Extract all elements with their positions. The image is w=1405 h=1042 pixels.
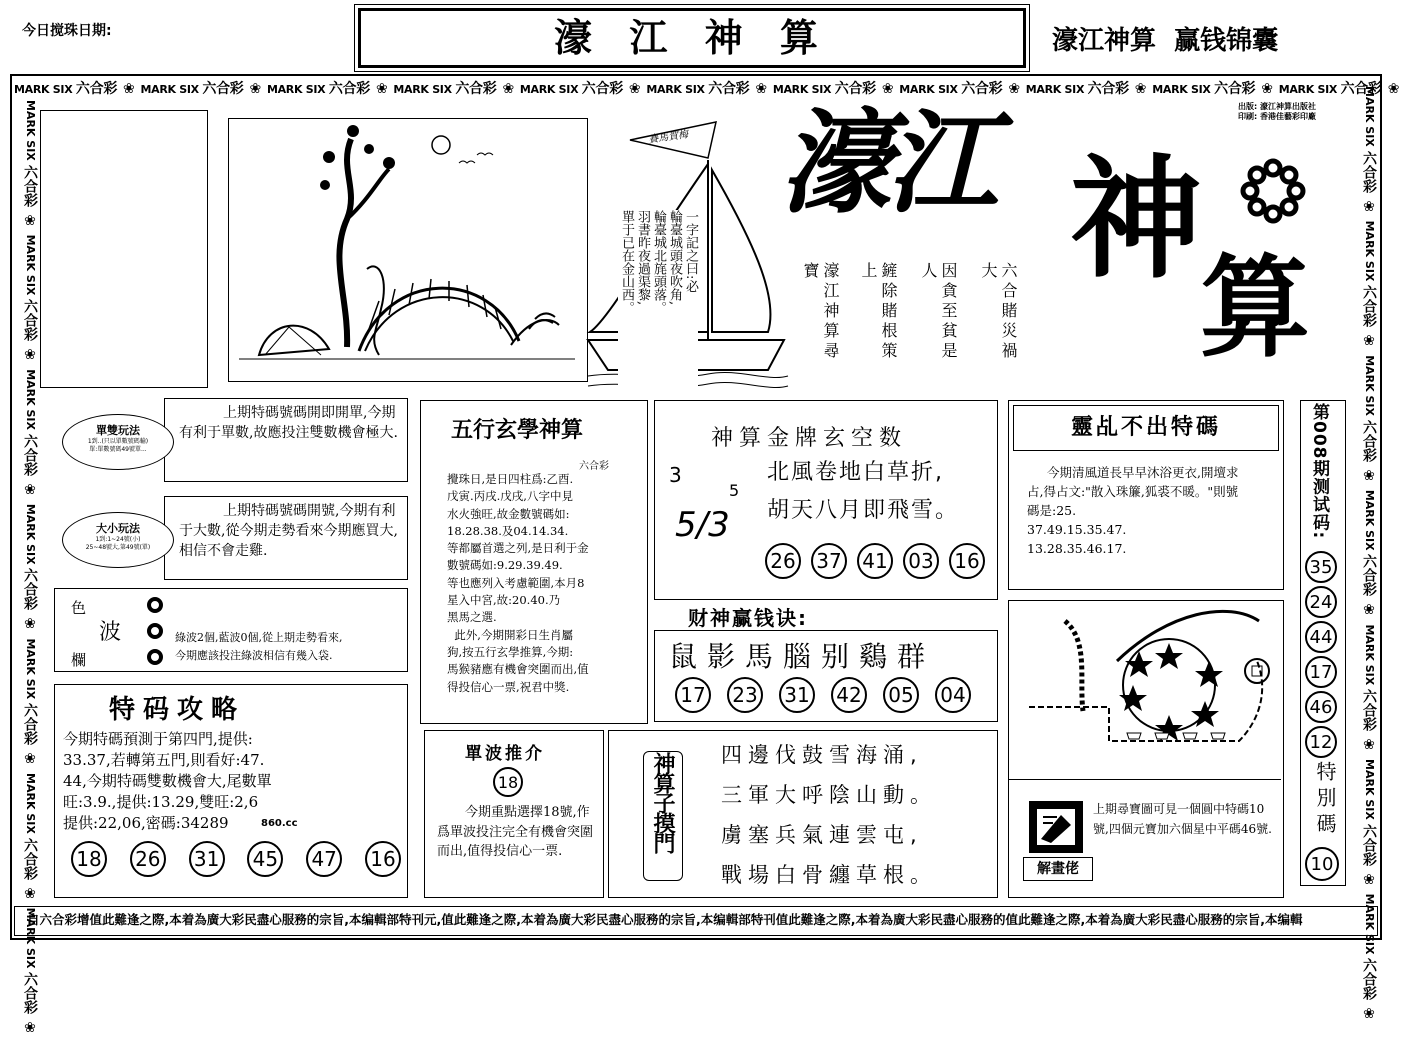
tema-text: 今期特碼預測于第四門,提供: 33.37,若轉第五門,則看好:47. 44,今期特碼雙數機會大,尾數單 旺:3.9.,提供:13.29,雙旺:2,6 提供:22,06,密碼:34289 <box>63 730 272 832</box>
strip-cn-text: 六合彩 <box>22 164 38 207</box>
title-shen: 神 <box>1070 142 1202 297</box>
flower-icon: ❀ <box>375 81 388 97</box>
treasure-map <box>1009 601 1281 777</box>
jinpai-title: 神算金牌玄空数 <box>711 426 908 451</box>
strip-en-text: MARK SIX <box>1025 83 1088 96</box>
strip-en-text: MARK SIX <box>24 369 37 434</box>
strip-en-text: MARK SIX <box>24 773 37 838</box>
strip-cn-text: 六合彩 <box>22 433 38 476</box>
strip-en-text: MARK SIX <box>646 83 709 96</box>
strip-en-text: MARK SIX <box>1363 220 1376 286</box>
strip-en-text: MARK SIX <box>24 234 37 300</box>
strip-cn-text: 六合彩 <box>22 299 38 342</box>
caishen-ball: 04 <box>935 677 971 713</box>
strip-cn-text: 六合彩 <box>202 81 244 97</box>
flower-icon: ❀ <box>1361 1006 1377 1023</box>
strip-en-text: MARK SIX <box>140 83 203 96</box>
danbo-panel <box>424 730 604 898</box>
danshuang-badge-title: 單雙玩法 <box>96 424 140 437</box>
jinpai-balls <box>765 543 985 579</box>
caishen-balls <box>675 677 971 713</box>
wuxing-tag: 六合彩 <box>579 461 609 472</box>
daxiao-text: 上期特碼號碼開號,今期有利于大數,從今期走勢看來今期應買大,相信不會走雞. <box>179 503 398 559</box>
boat-poem: 一字記之曰:必 輪臺城頭夜吹角, 輪臺城北旄頭落。 羽書昨夜過渠黎, 單于已在金山西。 <box>618 210 698 410</box>
daxiao-badge <box>62 512 174 568</box>
sebo-dot-2 <box>147 623 163 639</box>
strip-en-text: MARK SIX <box>1363 489 1376 555</box>
flower-icon: ❀ <box>22 751 38 768</box>
strip-cn-text: 六合彩 <box>1361 689 1377 732</box>
border-strip-right <box>1351 86 1379 1023</box>
column-poem-line: 六合賭災禍大 <box>979 262 1018 362</box>
strip-cn-text: 六合彩 <box>22 837 38 880</box>
sidebar-ball: 35 <box>1305 551 1337 583</box>
jinpai-ball: 41 <box>857 543 893 579</box>
strip-cn-text: 六合彩 <box>1214 81 1256 97</box>
border-strip-left <box>12 100 40 1037</box>
danshuang-badge <box>62 414 174 470</box>
strip-en-text: MARK SIX <box>1363 86 1376 151</box>
treasure-label: 解畫佬 <box>1023 857 1093 881</box>
strip-cn-text: 六合彩 <box>1361 823 1377 866</box>
sidebar-label: 特別碼 <box>1313 761 1337 839</box>
jinpai-poem2: 胡天八月即飛雪。 <box>767 498 960 523</box>
flower-icon: ❀ <box>22 212 38 229</box>
strip-cn-text: 六合彩 <box>1361 150 1377 193</box>
footer-bar <box>14 906 1378 936</box>
bridge-illustration <box>228 118 588 382</box>
flower-icon: ❀ <box>1361 871 1377 888</box>
zizhai-lines <box>721 735 937 895</box>
tema-ball: 47 <box>306 841 342 877</box>
jinpai-ball: 16 <box>949 543 985 579</box>
flower-icon: ❀ <box>123 81 135 97</box>
flower-icon: ❀ <box>755 81 767 97</box>
sidebar-ball: 44 <box>1305 621 1337 653</box>
strip-en-text: MARK SIX <box>24 907 37 973</box>
jinpai-poem1: 北風卷地白草折, <box>767 460 944 485</box>
flower-icon: ❀ <box>1134 81 1147 97</box>
bridge-art <box>229 119 585 379</box>
blank-panel <box>40 110 208 388</box>
danshuang-badge-sub: 1到..(只以單數號碼輸) 單:單數號碼49號單... <box>87 438 149 453</box>
zizhai-line: 虜塞兵氣連雲屯, <box>721 823 923 847</box>
flower-icon: ❀ <box>1008 81 1020 97</box>
tema-site: 860.cc <box>261 818 298 829</box>
sidebar-panel <box>1300 400 1346 886</box>
flower-icon: ❀ <box>1361 333 1377 350</box>
flower-icon: ❀ <box>22 481 38 498</box>
sidebar-period: 第008期测试码: <box>1309 403 1329 540</box>
strip-cn-text: 六合彩 <box>708 81 750 97</box>
jinpai-ball: 03 <box>903 543 939 579</box>
sebo-panel <box>54 588 408 672</box>
zizhai-line: 戰場白骨纏草根。 <box>721 863 937 887</box>
sidebar-ball: 46 <box>1305 691 1337 723</box>
strip-en-text: MARK SIX <box>24 100 37 165</box>
strip-en-text: MARK SIX <box>14 83 76 96</box>
flower-icon: ❀ <box>881 81 894 97</box>
zizhai-panel <box>608 730 998 898</box>
footer-text: 自六合彩增值此難逢之際,本着為廣大彩民盡心服務的宗旨,本编輯部特刊元,值此難逢之際,本着為廣大彩民盡心服務的宗旨,本编輯部特刊值此難逢之際,本着為廣大彩民盡心服務的值此難逢之際,本着為廣大彩民盡心服務的宗旨,本编輯 <box>27 912 1303 927</box>
wuxing-title: 五行玄學神算 <box>451 417 584 443</box>
caishen-title: 财神赢钱诀: <box>688 606 808 630</box>
lingdian-panel <box>1008 400 1284 590</box>
flower-icon: ❀ <box>1387 81 1400 97</box>
tema-ball: 26 <box>130 841 166 877</box>
strip-en-text: MARK SIX <box>1363 759 1376 824</box>
tema-panel <box>54 684 408 898</box>
flower-icon: ❀ <box>1361 198 1377 215</box>
main-title-box <box>358 8 1026 68</box>
sidebar-ball: 17 <box>1305 656 1337 688</box>
strip-cn-text: 六合彩 <box>1087 81 1129 97</box>
jinpai-fraction: 5/3 <box>675 505 730 545</box>
strip-en-text: MARK SIX <box>24 503 37 569</box>
strip-cn-text: 六合彩 <box>75 81 118 97</box>
strip-cn-text: 六合彩 <box>961 81 1003 97</box>
publisher-line1: 出版: 濠江神算出版社 <box>1238 102 1316 111</box>
strip-cn-text: 六合彩 <box>455 81 497 97</box>
treasure-divider <box>1009 779 1281 780</box>
sidebar-special-ball: 10 <box>1305 847 1339 881</box>
flower-icon: ❀ <box>1361 737 1377 754</box>
caishen-ball: 05 <box>883 677 919 713</box>
flower-icon: ❀ <box>1361 467 1377 484</box>
wuxing-text: 攪珠日,是日四柱爲:乙酉. 戊寅.丙戌.戊戌,八字中見 水火強旺,故金數號碼如: 18.28.38.及04.14.34. 等都屬首選之列,是日利于金 數號碼如:9.29.39.49. 等也應列入考慮範圍,本月8 星入中宮,故:20.40.乃 黑馬之選. 此外,今期開彩日生肖屬 狗,按五行玄學推算,今期: 馬猴豬應有機會突圍而出,值 得投信心一票,祝君中獎. <box>447 472 589 694</box>
flower-icon: ❀ <box>22 885 38 902</box>
danbo-ball: 18 <box>493 767 523 797</box>
tema-ball: 31 <box>189 841 225 877</box>
sidebar-ball: 12 <box>1305 726 1337 758</box>
daxiao-badge-title: 大小玩法 <box>96 522 140 535</box>
date-label: 今日搅珠日期: <box>22 23 112 39</box>
title-haojiang: 濠江 <box>780 98 992 229</box>
flower-icon: ❀ <box>1361 602 1377 619</box>
sidebar-ball: 24 <box>1305 586 1337 618</box>
strip-cn-text: 六合彩 <box>1361 419 1377 462</box>
strip-cn-text: 六合彩 <box>834 81 876 97</box>
strip-en-text: MARK SIX <box>1152 83 1215 96</box>
sebo-label-lan: 欄 <box>71 651 87 669</box>
jinpai-num-a: 3 <box>669 463 682 487</box>
caishen-text: 鼠影馬腦别鷄群 <box>669 640 936 673</box>
flower-ornament <box>1240 158 1306 224</box>
flower-icon: ❀ <box>249 81 261 97</box>
strip-cn-text: 六合彩 <box>581 81 623 97</box>
strip-cn-text: 六合彩 <box>1340 81 1382 97</box>
strip-cn-text: 六合彩 <box>22 568 38 611</box>
flower-icon: ❀ <box>22 616 38 633</box>
sidebar-balls <box>1305 551 1341 761</box>
jinpai-ball: 37 <box>811 543 847 579</box>
strip-cn-text: 六合彩 <box>1361 285 1377 328</box>
title-suan: 算 <box>1200 243 1310 372</box>
zizhai-line: 三軍大呼陰山動。 <box>721 783 937 807</box>
flower-icon: ❀ <box>628 81 641 97</box>
main-title: 濠 江 神 算 <box>554 16 830 60</box>
strip-cn-text: 六合彩 <box>1361 958 1377 1001</box>
sebo-dot-1 <box>147 597 163 613</box>
strip-en-text: MARK SIX <box>1363 624 1376 690</box>
caishen-ball: 42 <box>831 677 867 713</box>
publisher <box>1238 102 1316 122</box>
treasure-panel <box>1008 600 1284 898</box>
strip-en-text: MARK SIX <box>393 83 456 96</box>
tema-title: 特码攻略 <box>109 695 246 725</box>
caishen-ball: 17 <box>675 677 711 713</box>
danshuang-panel <box>164 398 408 482</box>
column-poem-line: 濠江神算尋寶 <box>801 262 840 362</box>
danshuang-text: 上期特碼號碼開即開單,今期有利于單數,故應投注雙數機會極大. <box>179 405 398 441</box>
danbo-text: 今期重點選擇18號,作爲單波投注完全有機會突圍而出,值得投信心一票. <box>437 805 594 859</box>
sebo-dot-3 <box>147 649 163 665</box>
strip-en-text: MARK SIX <box>519 83 582 96</box>
treasure-icon <box>1029 801 1083 853</box>
daxiao-panel <box>164 496 408 580</box>
zizhai-label-box <box>643 751 683 881</box>
column-poem-line: 鏟除賭根策上 <box>859 262 898 362</box>
daxiao-badge-sub: 1到:1~24號(小) 25~48號大,第49號(單) <box>85 536 151 551</box>
lingdian-title-box <box>1013 405 1279 451</box>
strip-en-text: MARK SIX <box>772 83 835 96</box>
strip-en-text: MARK SIX <box>1363 355 1376 420</box>
strip-cn-text: 六合彩 <box>22 703 38 746</box>
strip-en-text: MARK SIX <box>24 638 37 704</box>
tema-balls <box>71 841 401 877</box>
strip-cn-text: 六合彩 <box>22 972 38 1015</box>
column-poem <box>800 262 1040 366</box>
strip-en-text: MARK SIX <box>1363 893 1376 959</box>
publisher-line2: 印刷: 香港佳藝彩印廠 <box>1238 112 1316 121</box>
zizhai-line: 四邊伐鼓雪海涌, <box>721 743 923 767</box>
caishen-ball: 23 <box>727 677 763 713</box>
flower-icon: ❀ <box>22 1020 38 1037</box>
tema-ball: 18 <box>71 841 107 877</box>
sebo-dots <box>147 597 165 669</box>
strip-cn-text: 六合彩 <box>1361 554 1377 597</box>
lingdian-text: 今期清風道長早早沐浴更衣,開壇求占,得占文:"散入珠簾,狐裘不暖。"則號碼是:25. 37.49.15.35.47. 13.28.35.46.17. <box>1027 465 1239 556</box>
flower-icon: ❀ <box>22 347 38 364</box>
flower-icon: ❀ <box>502 81 514 97</box>
strip-en-text: MARK SIX <box>899 83 962 96</box>
jinpai-num-b: 5 <box>729 481 740 500</box>
boat-illustration <box>588 100 788 400</box>
column-poem-line: 因貪至貧是人 <box>919 262 958 362</box>
caishen-panel <box>654 630 998 722</box>
strip-en-text: MARK SIX <box>266 83 329 96</box>
sebo-label-se: 色 <box>71 599 87 617</box>
lingdian-title: 靈乩不出特碼 <box>1070 415 1221 440</box>
zizhai-label: 神算子摸門 <box>650 752 675 852</box>
sebo-label-bo: 波 <box>99 620 122 645</box>
boat-flag-text: 賽馬賀梅 <box>647 129 689 146</box>
strip-cn-text: 六合彩 <box>328 81 370 97</box>
slogan: 濠江神算 赢钱锦囊 <box>1052 26 1279 56</box>
treasure-text: 上期尋寶圖可見一個圓中特碼10號,四個元寶加六個星中平碼46號. <box>1093 802 1272 836</box>
jinpai-panel <box>654 400 998 600</box>
flower-icon: ❀ <box>1261 81 1273 97</box>
tema-ball: 45 <box>247 841 283 877</box>
border-strip-top <box>14 78 1400 98</box>
sebo-text: 綠波2個,藍波0個,從上期走勢看來, 今期應該投注綠波相信有幾入袋. <box>175 631 343 662</box>
danbo-title: 單波推介 <box>465 744 545 764</box>
caishen-ball: 31 <box>779 677 815 713</box>
strip-en-text: MARK SIX <box>1278 83 1341 96</box>
tema-ball: 16 <box>365 841 401 877</box>
wuxing-panel <box>420 400 648 724</box>
jinpai-ball: 26 <box>765 543 801 579</box>
